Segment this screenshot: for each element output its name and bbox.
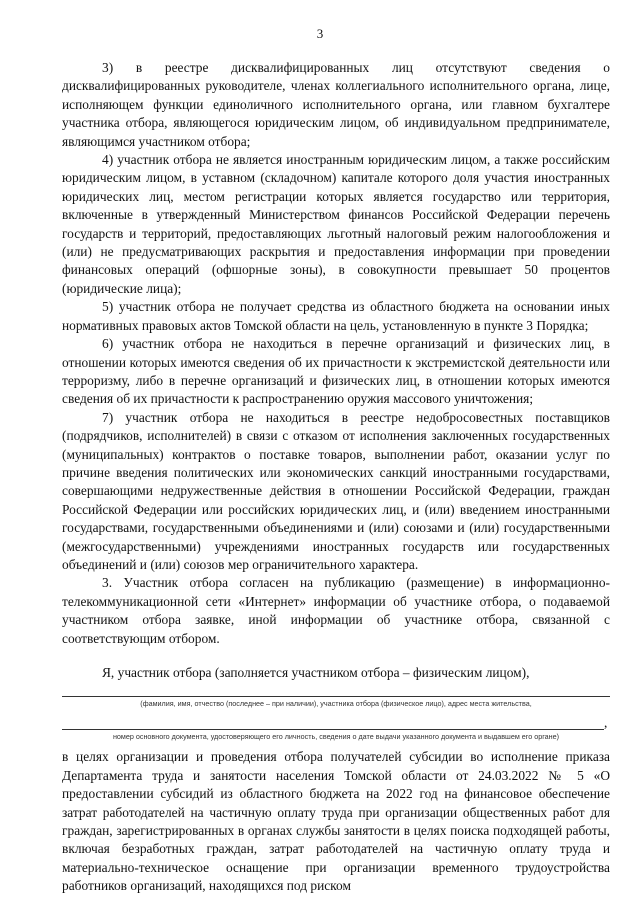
caption-name-address: (фамилия, имя, отчество (последнее – при наличии), участника отбора (физическое лицо), адрес места жительства, (140, 699, 532, 709)
line-end-comma: , (604, 715, 608, 731)
paragraph-item-6: 6) участник отбора не находиться в перечне организаций и физических лиц, в отношении которых имеются сведения об их причастности к экстремистской деятельности или терроризму, либо в перечне организаций и физических лиц, в отношении которых имеются сведения об их причастности к распространению оружия массового уничтожения; (62, 336, 610, 407)
document-body (62, 59, 610, 896)
declaration-intro: Я, участник отбора (заполняется участником отбора – физическим лицом), (102, 665, 530, 680)
blank-line[interactable] (62, 715, 604, 730)
paragraph-item-3: 3) в реестре дисквалифицированных лиц отсутствуют сведения о дисквалифицированных руководителе, членах коллегиального исполнительного органа, лице, исполняющем функции единоличного исполнительного органа, или главном бухгалтере участника отбора, являющегося юридическим лицом, об индивидуальном предпринимателе, являющимся участником отбора; (62, 60, 610, 149)
paragraph-clause-3: 3. Участник отбора согласен на публикацию (размещение) в информационно-телекоммуникационной сети «Интернет» информации об участнике отбора, о подаваемой участником отбора заявке, иной информации об участнике отбора, связанной с соответствующим отбором. (62, 575, 610, 646)
page-number: 3 (316, 26, 324, 41)
paragraph-item-5: 5) участник отбора не получает средства из областного бюджета на основании иных нормативных правовых актов Томской области на цель, установленную в пункте 3 Порядка; (62, 299, 610, 333)
fill-line-name-address[interactable] (62, 682, 610, 697)
spacer (62, 648, 610, 664)
paragraph-item-7: 7) участник отбора не находиться в реестре недобросовестных поставщиков (подрядчиков, исполнителей) в связи с отказом от исполнения заключенных государственных (муниципальных) контрактов о поставке товаров, выполнении работ, оказании услуг по причине введения политических или экономических санкций иностранными государствами, совершающими недружественные действия в отношении Российской Федерации, граждан Российской Федерации или российских юридических лиц, и (или) введением иностранными государствами, государственными объединениями и (или) союзами и (или) государственными (межгосударственными) учреждениями иностранных государств или государственных объединений и (или) союзов мер ограничительного характера. (62, 409, 610, 572)
blank-line[interactable] (62, 682, 610, 697)
fill-line-document[interactable] (62, 715, 610, 730)
paragraph-item-4: 4) участник отбора не является иностранным юридическим лицом, а также российским юридическим лицом, в уставном (складочном) капитале которого доля участия иностранных юридических лиц, местом регистрации которых является государство или территория, включенные в утвержденный Министерством финансов Российской Федерации перечень государств и территорий, предоставляющих льготный налоговый режим налогообложения и (или) не предусматривающих раскрытия и предоставления информации при проведении финансовых операций (офшорные зоны), в совокупности превышает 50 процентов (юридические лица); (62, 152, 610, 296)
caption-document: номер основного документа, удостоверяющего его личность, сведения о дате выдачи указанного документа и выдавшем его органе) (112, 732, 560, 742)
paragraph-purpose: в целях организации и проведения отбора получателей субсидии во исполнение приказа Департамента труда и занятости населения Томской области от 24.03.2022 № 5 «О предоставлении субсидий из областного бюджета на 2022 год на финансовое обеспечение затрат работодателей на частичную оплату труда при организации общественных работ для граждан, зарегистрированных в органах службы занятости в целях поиска подходящей работы, включая безработных граждан, затрат работодателей на частичную оплату труда и материально-техническое оснащение при организации временного трудоустройства работников организаций, находящихся под риском (62, 749, 610, 894)
